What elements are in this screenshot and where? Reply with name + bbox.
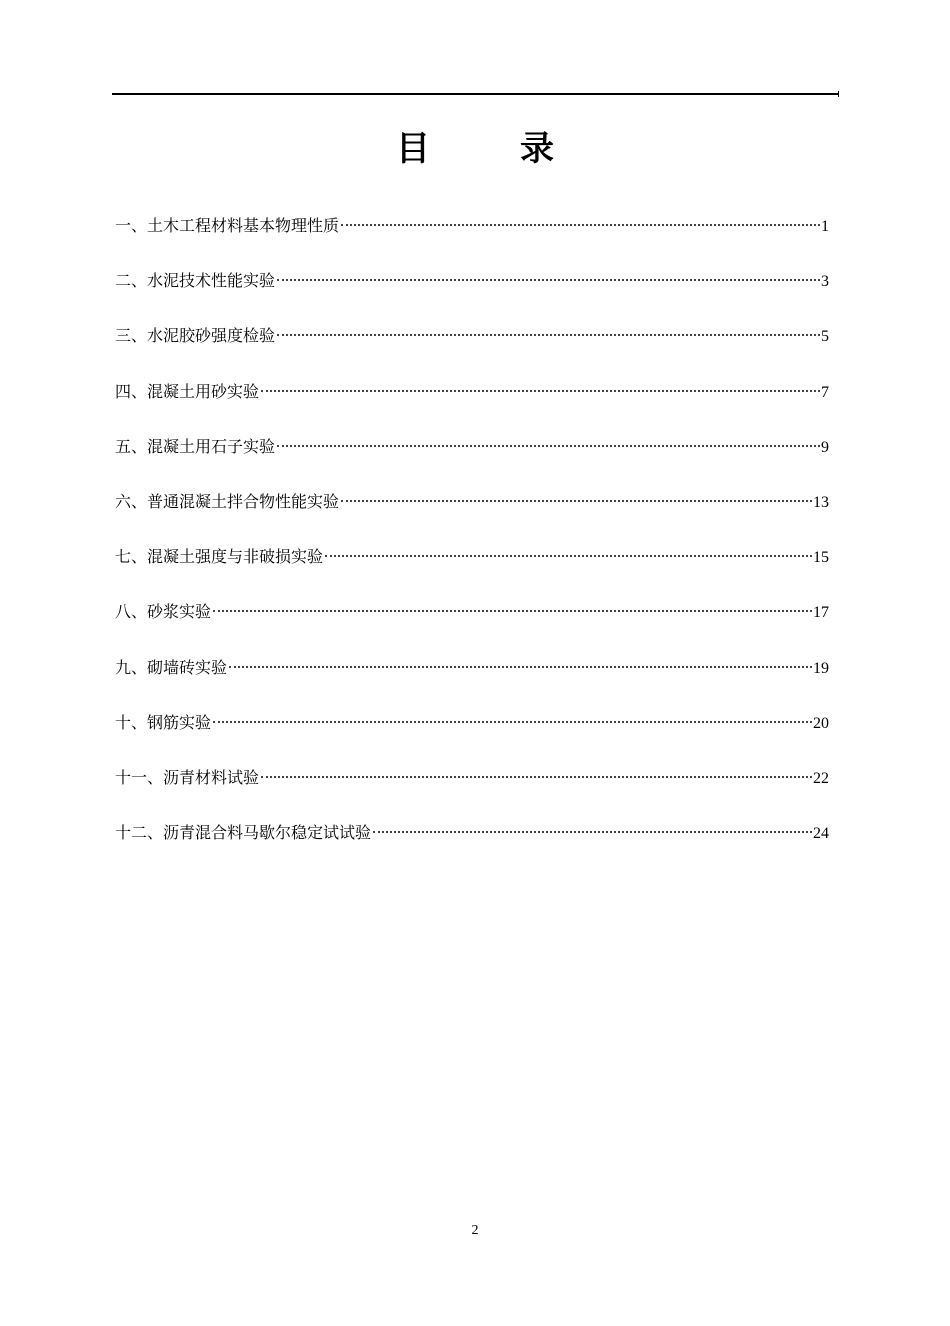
toc-entry-label: 六、普通混凝土拌合物性能实验 (115, 491, 340, 511)
toc-entry[interactable] (115, 598, 829, 653)
toc-list (115, 212, 829, 874)
toc-entry-label: 五、混凝土用石子实验 (115, 436, 276, 456)
toc-entry-label: 二、水泥技术性能实验 (115, 271, 276, 291)
toc-entry-page: 24 (813, 825, 829, 843)
toc-entry-page: 19 (813, 659, 829, 677)
toc-entry-label: 十、钢筋实验 (115, 712, 212, 732)
toc-entry-page: 15 (813, 549, 829, 567)
toc-dot-leader (341, 500, 812, 502)
toc-dot-leader (373, 831, 812, 833)
toc-dot-leader (277, 279, 820, 281)
toc-entry-page: 22 (813, 769, 829, 787)
toc-entry[interactable] (115, 543, 829, 598)
toc-entry-label: 十二、沥青混合料马歇尔稳定试试验 (115, 823, 372, 843)
toc-entry-page: 20 (813, 714, 829, 732)
toc-entry[interactable] (115, 322, 829, 377)
toc-dot-leader (261, 776, 812, 778)
toc-dot-leader (325, 555, 812, 557)
toc-dot-leader (277, 445, 820, 447)
toc-title: 目 录 (396, 128, 582, 169)
toc-dot-leader (261, 390, 820, 392)
toc-entry-page: 13 (813, 493, 829, 511)
toc-entry-label: 九、砌墙砖实验 (115, 657, 228, 677)
toc-entry[interactable] (115, 267, 829, 322)
toc-entry-label: 四、混凝土用砂实验 (115, 381, 260, 401)
toc-entry-label: 十一、沥青材料试验 (115, 767, 260, 787)
toc-dot-leader (213, 610, 812, 612)
toc-entry-page: 5 (821, 328, 829, 346)
toc-entry-page: 17 (813, 604, 829, 622)
toc-entry-label: 七、混凝土强度与非破损实验 (115, 547, 324, 567)
toc-entry-page: 7 (821, 383, 829, 401)
toc-entry[interactable] (115, 378, 829, 433)
toc-dot-leader (213, 721, 812, 723)
toc-dot-leader (277, 334, 820, 336)
toc-entry-page: 9 (821, 438, 829, 456)
toc-entry-page: 1 (821, 218, 829, 235)
toc-entry-page: 3 (821, 273, 829, 291)
page-number: 2 (471, 1223, 479, 1238)
toc-dot-leader (229, 666, 812, 668)
header-rule-mark (838, 91, 839, 97)
toc-entry[interactable] (115, 433, 829, 488)
toc-entry[interactable] (115, 709, 829, 764)
toc-entry[interactable] (115, 488, 829, 543)
toc-dot-leader (341, 224, 820, 226)
toc-entry[interactable] (115, 212, 829, 267)
header-rule (112, 93, 838, 95)
toc-entry-label: 三、水泥胶砂强度检验 (115, 326, 276, 346)
toc-entry-label: 八、砂浆实验 (115, 602, 212, 622)
toc-entry[interactable] (115, 764, 829, 819)
toc-entry-label: 一、土木工程材料基本物理性质 (115, 216, 340, 235)
toc-entry[interactable] (115, 819, 829, 874)
toc-entry[interactable] (115, 654, 829, 709)
